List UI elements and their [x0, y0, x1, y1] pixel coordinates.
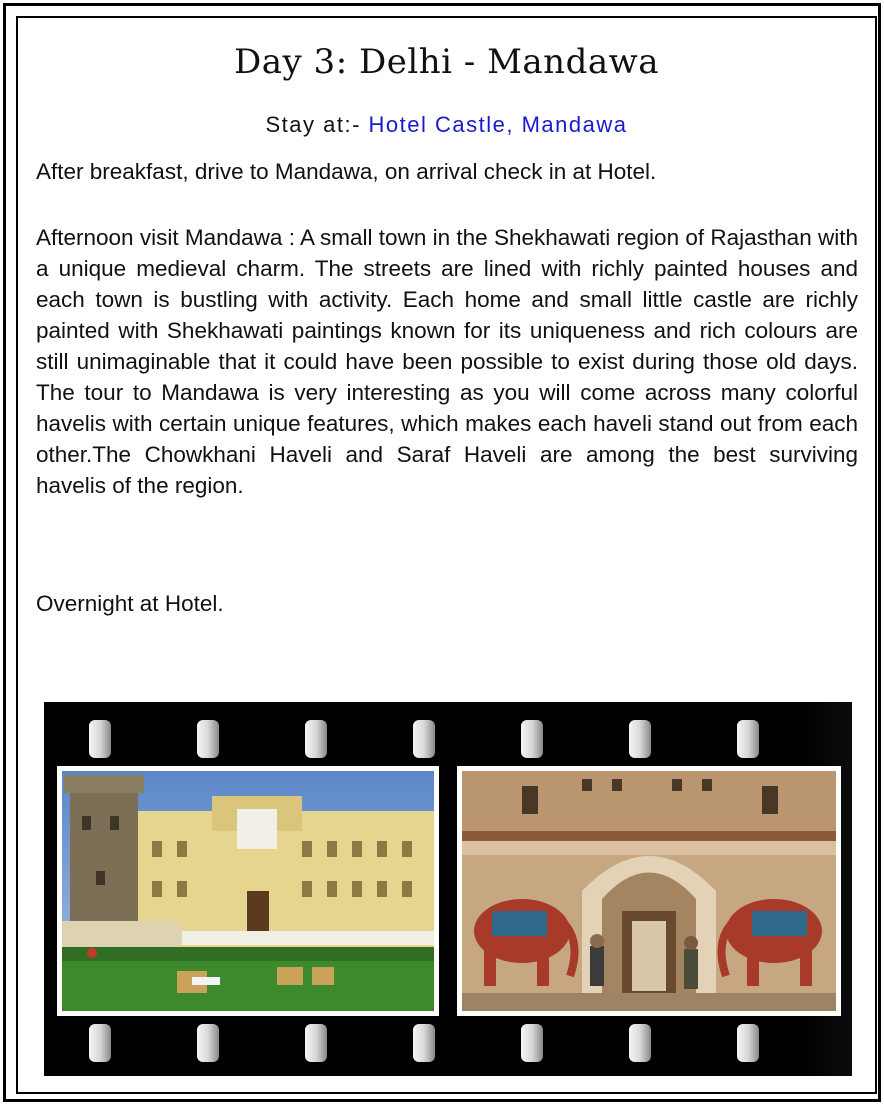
hotel-castle-image: [62, 771, 434, 1011]
film-sprocket-icon: [737, 1024, 759, 1062]
painted-haveli-photo: [457, 766, 841, 1016]
film-sprocket-icon: [89, 1024, 111, 1062]
film-sprocket-icon: [305, 720, 327, 758]
film-sprocket-icon: [521, 720, 543, 758]
film-sprocket-icon: [413, 1024, 435, 1062]
paragraph-mandawa-description: Afternoon visit Mandawa : A small town in the Shekhawati region of Rajasthan with a unique medieval charm. The streets are lined with richly painted houses and each town is bustling with activity. Each home and small little castle are richly painted with Shekhawati paintings known for its uniqueness and rich colours are still unimaginable that it could have been possible to exist during those old days. The tour to Mandawa is very interesting as you will come across many colorful havelis with certain unique features, which makes each haveli stand out from each other.The Chowkhani Haveli and Saraf Haveli are among the best surviving havelis of the region.: [36, 225, 858, 498]
paragraph-overnight: Overnight at Hotel.: [36, 591, 224, 616]
stay-label: Stay at:-: [265, 112, 369, 137]
film-sprocket-icon: [89, 720, 111, 758]
film-sprocket-icon: [629, 720, 651, 758]
film-sprocket-icon: [197, 1024, 219, 1062]
film-sprocket-icon: [737, 720, 759, 758]
film-sprocket-icon: [413, 720, 435, 758]
film-strip: [44, 702, 852, 1076]
film-sprocket-icon: [197, 720, 219, 758]
stay-line: [18, 112, 875, 138]
paragraph-arrival: After breakfast, drive to Mandawa, on arrival check in at Hotel.: [36, 159, 657, 184]
outer-border: [3, 3, 881, 1102]
film-sprocket-icon: [629, 1024, 651, 1062]
page-title: Day 3: Delhi - Mandawa: [234, 42, 659, 82]
painted-haveli-image: [462, 771, 836, 1011]
film-sprocket-icon: [521, 1024, 543, 1062]
hotel-castle-photo: [57, 766, 439, 1016]
film-sprocket-icon: [305, 1024, 327, 1062]
hotel-name: Hotel Castle, Mandawa: [368, 112, 628, 137]
content-frame: [16, 16, 877, 1094]
